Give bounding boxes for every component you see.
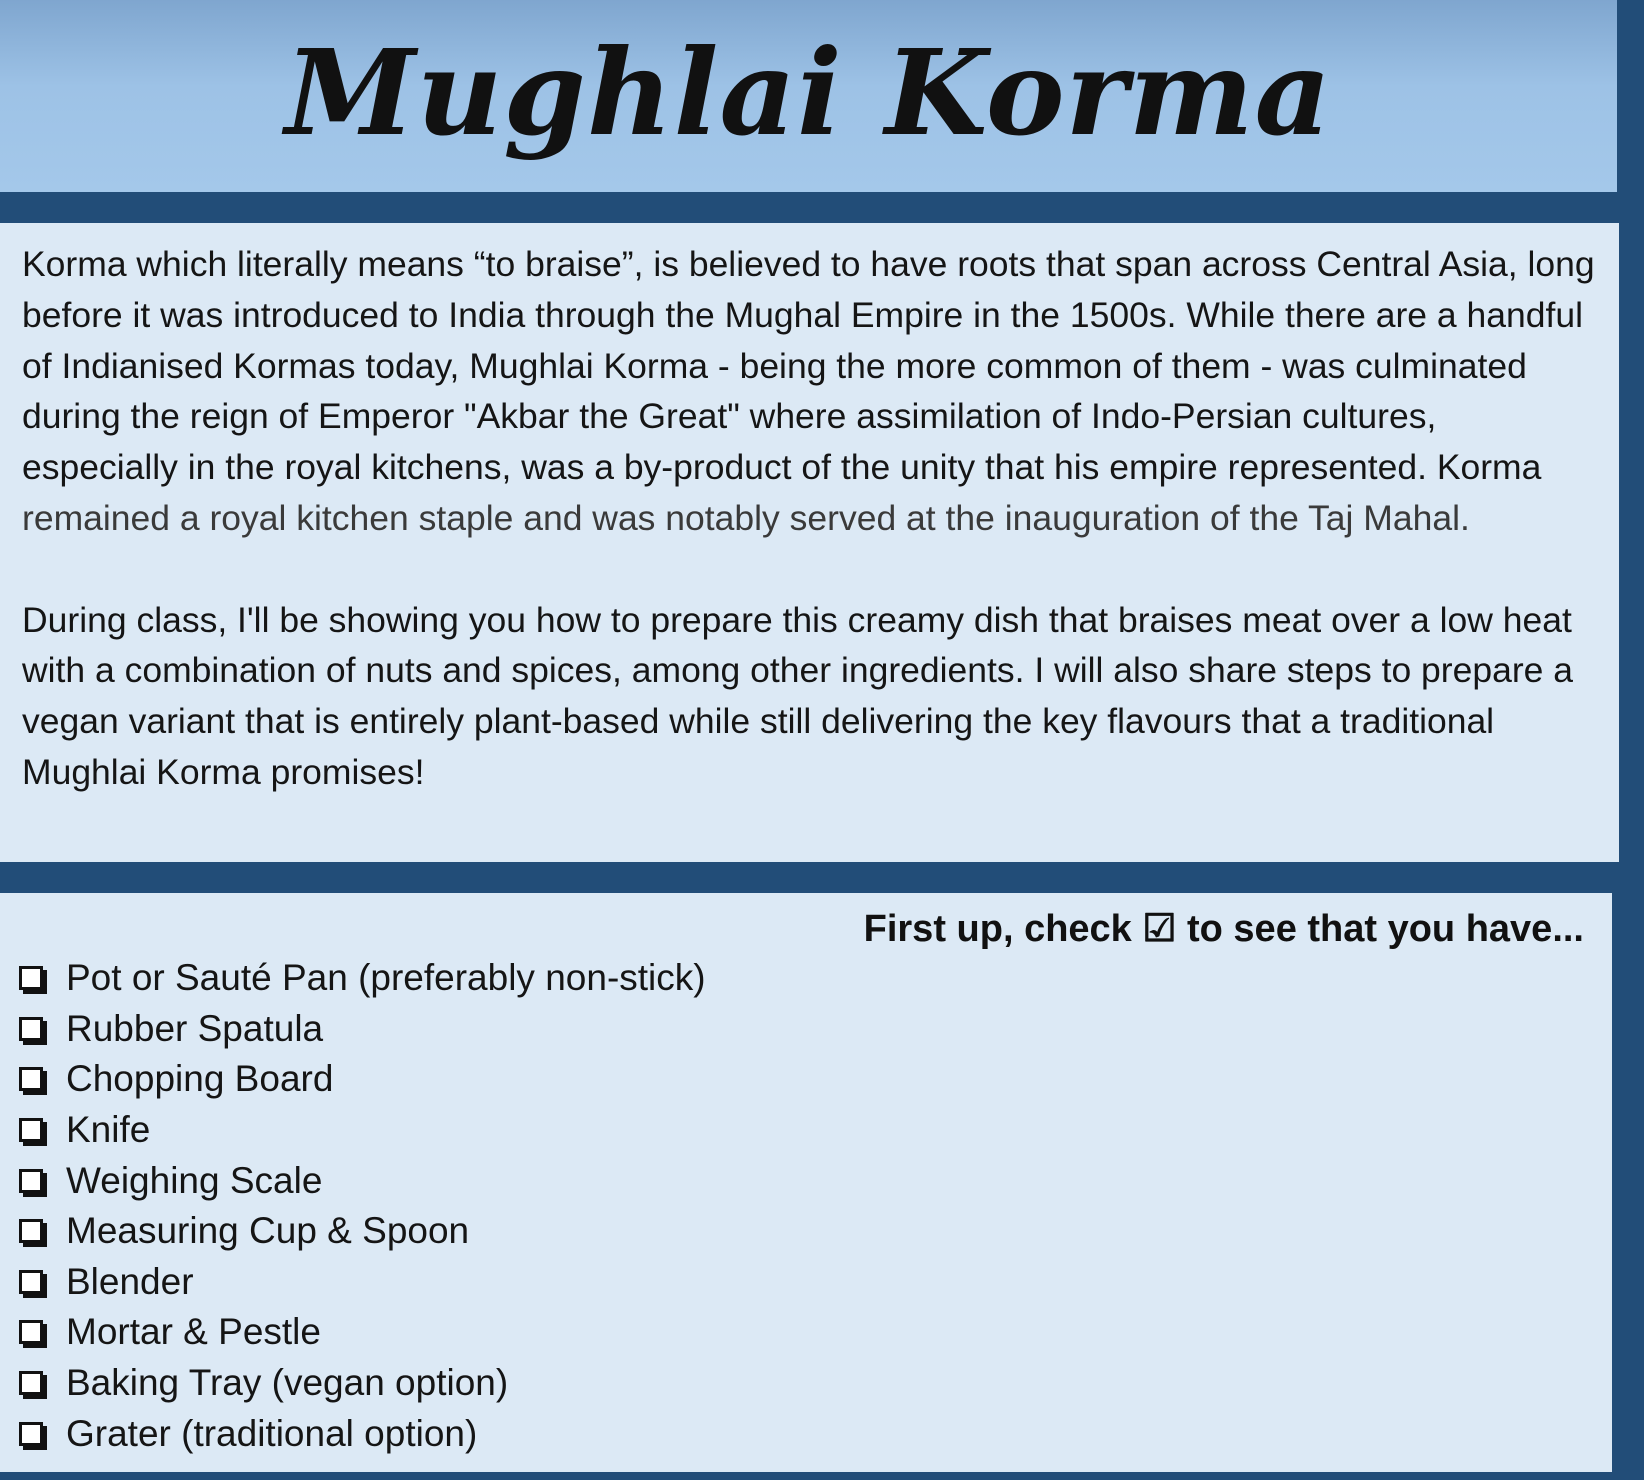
checklist-item[interactable]: [16, 1257, 1592, 1308]
checklist-item[interactable]: [16, 1004, 1592, 1055]
tools-checklist: [16, 953, 1592, 1459]
checklist-item[interactable]: [16, 1358, 1592, 1409]
checklist-item-label: Blender: [66, 1260, 194, 1302]
checkbox-icon[interactable]: [19, 1017, 43, 1041]
checklist-item-label: Chopping Board: [66, 1058, 334, 1100]
checklist-item[interactable]: [16, 1206, 1592, 1257]
page-title: Mughlai Korma: [284, 22, 1333, 162]
checklist-item-label: Pot or Sauté Pan (preferably non-stick): [66, 957, 706, 999]
intro-paragraph-history: [22, 239, 1599, 544]
checkbox-icon[interactable]: [19, 1219, 43, 1243]
tools-checklist-panel: [0, 893, 1612, 1472]
title-banner: [0, 0, 1617, 192]
checkbox-icon[interactable]: [19, 1067, 43, 1091]
checklist-item-label: Mortar & Pestle: [66, 1311, 321, 1353]
checkbox-icon[interactable]: [19, 1270, 43, 1294]
checklist-item-label: Baking Tray (vegan option): [66, 1362, 509, 1404]
checklist-item-label: Measuring Cup & Spoon: [66, 1210, 470, 1252]
checkbox-icon[interactable]: [19, 1169, 43, 1193]
checklist-heading: First up, check ☑ to see that you have...: [863, 908, 1584, 950]
checkbox-icon[interactable]: [19, 1320, 43, 1344]
checklist-item[interactable]: [16, 1105, 1592, 1156]
checkbox-icon[interactable]: [19, 1371, 43, 1395]
checklist-item-label: Rubber Spatula: [66, 1007, 324, 1049]
checkbox-icon[interactable]: [19, 1118, 43, 1142]
checkbox-icon[interactable]: [19, 966, 43, 990]
checklist-item[interactable]: [16, 953, 1592, 1004]
checklist-item[interactable]: [16, 1307, 1592, 1358]
intro-paragraph-history-main: Korma which literally means “to braise”, is believed to have roots that span across Central Asia, long before it was introduced to India through the Mughal Empire in the 1500s. While there are a handful of Indianised Kormas today, Mughlai Korma - being the more common of them - was culminated during the reign of Emperor "Akbar the Great" where assimilation of Indo-Persian cultures, especially in the royal kitchens, was a by-product of the unity that his empire represented. Korma: [22, 244, 1595, 488]
checklist-item-label: Grater (traditional option): [66, 1412, 478, 1454]
checklist-item-label: Knife: [66, 1109, 151, 1151]
checklist-item[interactable]: [16, 1054, 1592, 1105]
intro-paragraph-history-end: remained a royal kitchen staple and was notably served at the inauguration of the Taj Mahal.: [22, 497, 1470, 538]
checkbox-icon[interactable]: [19, 1422, 43, 1446]
checklist-item-label: Weighing Scale: [66, 1159, 323, 1201]
checklist-item[interactable]: [16, 1408, 1592, 1459]
intro-panel: [0, 223, 1619, 862]
checklist-item[interactable]: [16, 1155, 1592, 1206]
intro-paragraph-class: During class, I'll be showing you how to prepare this creamy dish that braises meat over a low heat with a combination of nuts and spices, among other ingredients. I will also share steps to prepare a vegan variant that is entirely plant-based while still delivering the key flavours that a traditional Mughlai Korma promises!: [22, 599, 1574, 792]
